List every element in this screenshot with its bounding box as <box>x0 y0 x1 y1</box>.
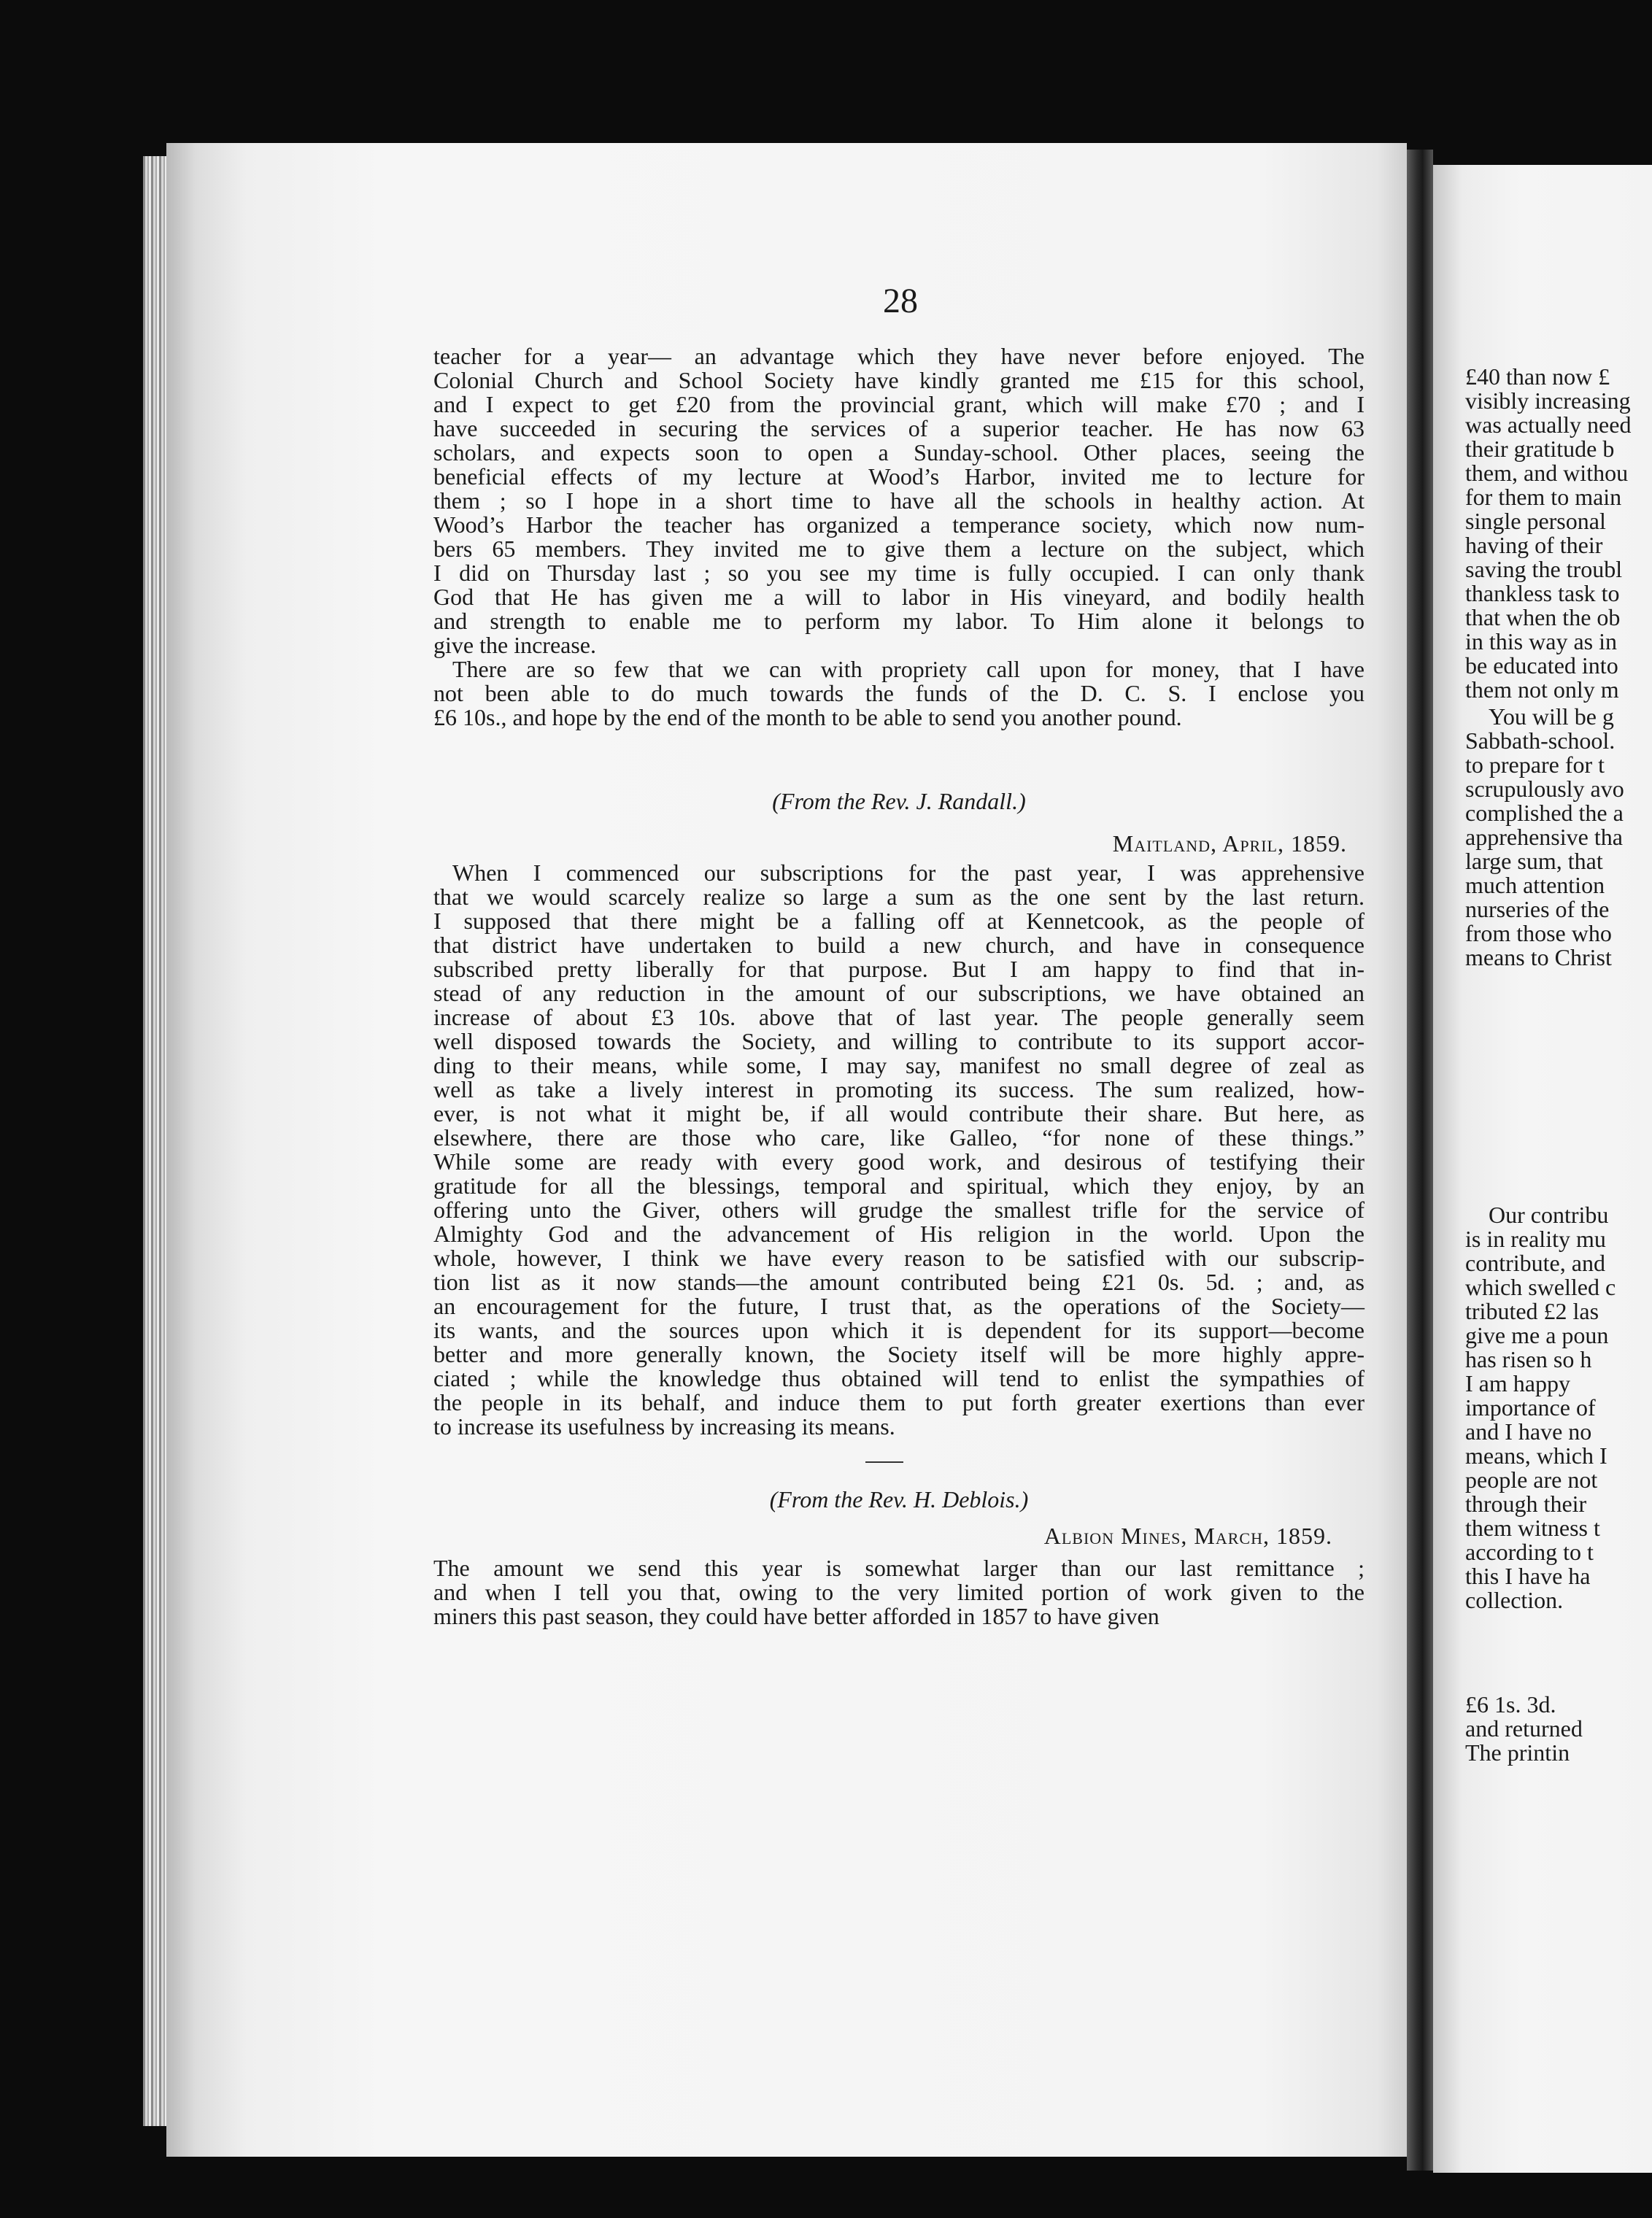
paragraph-3-line: offering unto the Giver, others will grudge the smallest trifle for the service of <box>433 1197 1365 1223</box>
paragraph-3-line: Almighty God and the advancement of His religion in the world. Upon the <box>433 1221 1365 1247</box>
right-paragraph-1-line: for them to main <box>1465 484 1622 510</box>
paragraph-3-line: an encouragement for the future, I trust that, as the operations of the Society— <box>433 1293 1365 1319</box>
paragraph-1-line: beneficial effects of my lecture at Wood’s Harbor, invited me to lecture for <box>433 463 1365 490</box>
paragraph-3-line: better and more generally known, the Society itself will be more highly appre- <box>433 1341 1365 1367</box>
page-number: 28 <box>883 282 918 320</box>
paragraph-3-line: I supposed that there might be a falling off at Kennetcook, as the people of <box>433 908 1365 934</box>
right-paragraph-2-line: scrupulously avo <box>1465 776 1624 802</box>
paragraph-4-line: The amount we send this year is somewhat larger than our last remittance ; <box>433 1555 1365 1581</box>
paragraph-3-line: that we would scarcely realize so large a sum as the one sent by the last return. <box>433 884 1365 910</box>
right-paragraph-1-line: them, and withou <box>1465 460 1629 486</box>
right-paragraph-3-line: and I have no <box>1465 1418 1592 1445</box>
paragraph-1-line: Colonial Church and School Society have kindly granted me £15 for this school, <box>433 367 1365 393</box>
paragraph-3-line: that district have undertaken to build a new church, and have in consequence <box>433 932 1365 958</box>
paragraph-2-line: There are so few that we can with propriety call upon for money, that I have <box>452 656 1365 682</box>
paragraph-3-line: When I commenced our subscriptions for the past year, I was apprehensive <box>452 859 1365 886</box>
right-paragraph-2-line: to prepare for t <box>1465 751 1605 778</box>
paragraph-3-line: whole, however, I think we have every reason to be satisfied with our subscrip- <box>433 1245 1365 1271</box>
left-page-text <box>433 343 1365 1802</box>
paragraph-4-line: miners this past season, they could have better afforded in 1857 to have given <box>433 1603 1159 1629</box>
right-paragraph-1-line: them not only m <box>1465 676 1619 703</box>
paragraph-2-line: £6 10s., and hope by the end of the month to be able to send you another pound. <box>433 704 1182 730</box>
paragraph-3-line: gratitude for all the blessings, temporal and spiritual, which they enjoy, by an <box>433 1172 1365 1199</box>
right-paragraph-3-line: importance of <box>1465 1394 1596 1421</box>
right-paragraph-4-line: and returned <box>1465 1715 1583 1742</box>
right-paragraph-1-line: single personal <box>1465 508 1606 534</box>
right-paragraph-1-line: was actually need <box>1465 411 1632 438</box>
paragraph-1-line: Wood’s Harbor the teacher has organized a temperance society, which now num- <box>433 511 1365 538</box>
section-heading-randall: (From the Rev. J. Randall.) <box>772 788 1026 814</box>
paragraph-1-line: and I expect to get £20 from the provincial grant, which will make £70 ; and I <box>433 391 1365 417</box>
paragraph-3-line: ding to their means, while some, I may say, manifest no small degree of zeal as <box>433 1052 1365 1078</box>
paragraph-3-line: tion list as it now stands—the amount contributed being £21 0s. 5d. ; and, as <box>433 1269 1365 1295</box>
paragraph-3-line: While some are ready with every good work, and desirous of testifying their <box>433 1148 1365 1175</box>
right-paragraph-1-line: visibly increasing <box>1465 387 1631 414</box>
paragraph-3-line: subscribed pretty liberally for that purpose. But I am happy to find that in- <box>433 956 1365 982</box>
paragraph-3-line: ciated ; while the knowledge thus obtained will tend to enlist the sympathies of <box>433 1365 1365 1391</box>
paragraph-3-line: the people in its behalf, and induce them to put forth greater exertions than ever <box>433 1389 1365 1415</box>
right-paragraph-3-line: according to t <box>1465 1539 1594 1565</box>
right-paragraph-3-line: give me a poun <box>1465 1322 1609 1348</box>
right-paragraph-2-line: apprehensive tha <box>1465 824 1623 850</box>
right-paragraph-1-line: £40 than now £ <box>1465 363 1610 390</box>
right-paragraph-1-line: that when the ob <box>1465 604 1621 630</box>
dateline-albion-mines: Albion Mines, March, 1859. <box>1043 1523 1332 1549</box>
paragraph-3-line: its wants, and the sources upon which it is dependent for its support—become <box>433 1317 1365 1343</box>
paragraph-1-line: them ; so I hope in a short time to have all the schools in healthy action. At <box>433 487 1365 514</box>
paragraph-2-line: not been able to do much towards the funds of the D. C. S. I enclose you <box>433 680 1365 706</box>
paragraph-3-line: increase of about £3 10s. above that of last year. The people generally seem <box>433 1004 1365 1030</box>
right-paragraph-2-line: from those who <box>1465 920 1612 946</box>
right-paragraph-1-line: having of their <box>1465 532 1603 558</box>
right-paragraph-1-line: in this way as in <box>1465 628 1617 654</box>
paragraph-1-line: bers 65 members. They invited me to give them a lecture on the subject, which <box>433 536 1365 562</box>
paragraph-3-line: well as take a lively interest in promoting its success. The sum realized, how- <box>433 1076 1365 1102</box>
paragraph-3-line: to increase its usefulness by increasing its means. <box>433 1413 895 1440</box>
paragraph-1-line: God that He has given me a will to labor in His vineyard, and bodily health <box>433 584 1365 610</box>
right-paragraph-1-line: thankless task to <box>1465 580 1620 606</box>
section-heading-deblois: (From the Rev. H. Deblois.) <box>769 1486 1029 1512</box>
paragraph-4-line: and when I tell you that, owing to the very limited portion of work given to the <box>433 1579 1365 1605</box>
right-paragraph-3-line: means, which I <box>1465 1442 1607 1469</box>
right-paragraph-3-line: them witness t <box>1465 1515 1600 1541</box>
right-page-text <box>1465 363 1652 1793</box>
right-paragraph-3-line: this I have ha <box>1465 1563 1591 1589</box>
paragraph-3-line: stead of any reduction in the amount of our subscriptions, we have obtained an <box>433 980 1365 1006</box>
right-paragraph-3-line: through their <box>1465 1491 1587 1517</box>
book-gutter <box>1407 150 1433 2171</box>
right-paragraph-2-line: You will be g <box>1489 703 1614 730</box>
right-paragraph-4-line: £6 1s. 3d. <box>1465 1691 1556 1717</box>
right-paragraph-3-line: tributed £2 las <box>1465 1298 1599 1324</box>
paragraph-3-line: elsewhere, there are those who care, like Galleo, “for none of these things.” <box>433 1124 1365 1151</box>
right-paragraph-3-line: people are not <box>1465 1467 1598 1493</box>
paragraph-1-line: scholars, and expects soon to open a Sunday-school. Other places, seeing the <box>433 439 1365 465</box>
paragraph-3-line: ever, is not what it might be, if all would contribute their share. But here, as <box>433 1100 1365 1127</box>
paragraph-3-line: well disposed towards the Society, and willing to contribute to its support accor- <box>433 1028 1365 1054</box>
dateline-maitland: Maitland, April, 1859. <box>1112 830 1347 857</box>
right-paragraph-2-line: nurseries of the <box>1465 896 1610 922</box>
right-paragraph-3-line: contribute, and <box>1465 1250 1605 1276</box>
right-paragraph-3-line: is in reality mu <box>1465 1226 1606 1252</box>
paragraph-1-line: and strength to enable me to perform my labor. To Him alone it belongs to <box>433 608 1365 634</box>
paragraph-1-line: teacher for a year— an advantage which they have never before enjoyed. The <box>433 343 1365 369</box>
right-paragraph-2-line: large sum, that <box>1465 848 1603 874</box>
right-paragraph-2-line: means to Christ <box>1465 944 1612 970</box>
paragraph-1-line: have succeeded in securing the services of a superior teacher. He has now 63 <box>433 415 1365 441</box>
paragraph-1-line: give the increase. <box>433 632 596 658</box>
right-paragraph-2-line: complished the a <box>1465 800 1624 826</box>
right-paragraph-4-line: The printin <box>1465 1739 1570 1766</box>
right-paragraph-1-line: saving the troubl <box>1465 556 1623 582</box>
right-paragraph-3-line: I am happy <box>1465 1370 1570 1396</box>
right-paragraph-1-line: their gratitude b <box>1465 436 1615 462</box>
right-paragraph-3-line: Our contribu <box>1489 1202 1609 1228</box>
right-paragraph-2-line: Sabbath-school. <box>1465 727 1616 754</box>
paragraph-1-line: I did on Thursday last ; so you see my time is fully occupied. I can only thank <box>433 560 1365 586</box>
right-paragraph-2-line: much attention <box>1465 872 1605 898</box>
section-divider <box>865 1461 903 1463</box>
right-paragraph-3-line: has risen so h <box>1465 1346 1592 1372</box>
right-paragraph-1-line: be educated into <box>1465 652 1618 679</box>
right-paragraph-3-line: which swelled c <box>1465 1274 1616 1300</box>
right-paragraph-3-line: collection. <box>1465 1587 1564 1613</box>
